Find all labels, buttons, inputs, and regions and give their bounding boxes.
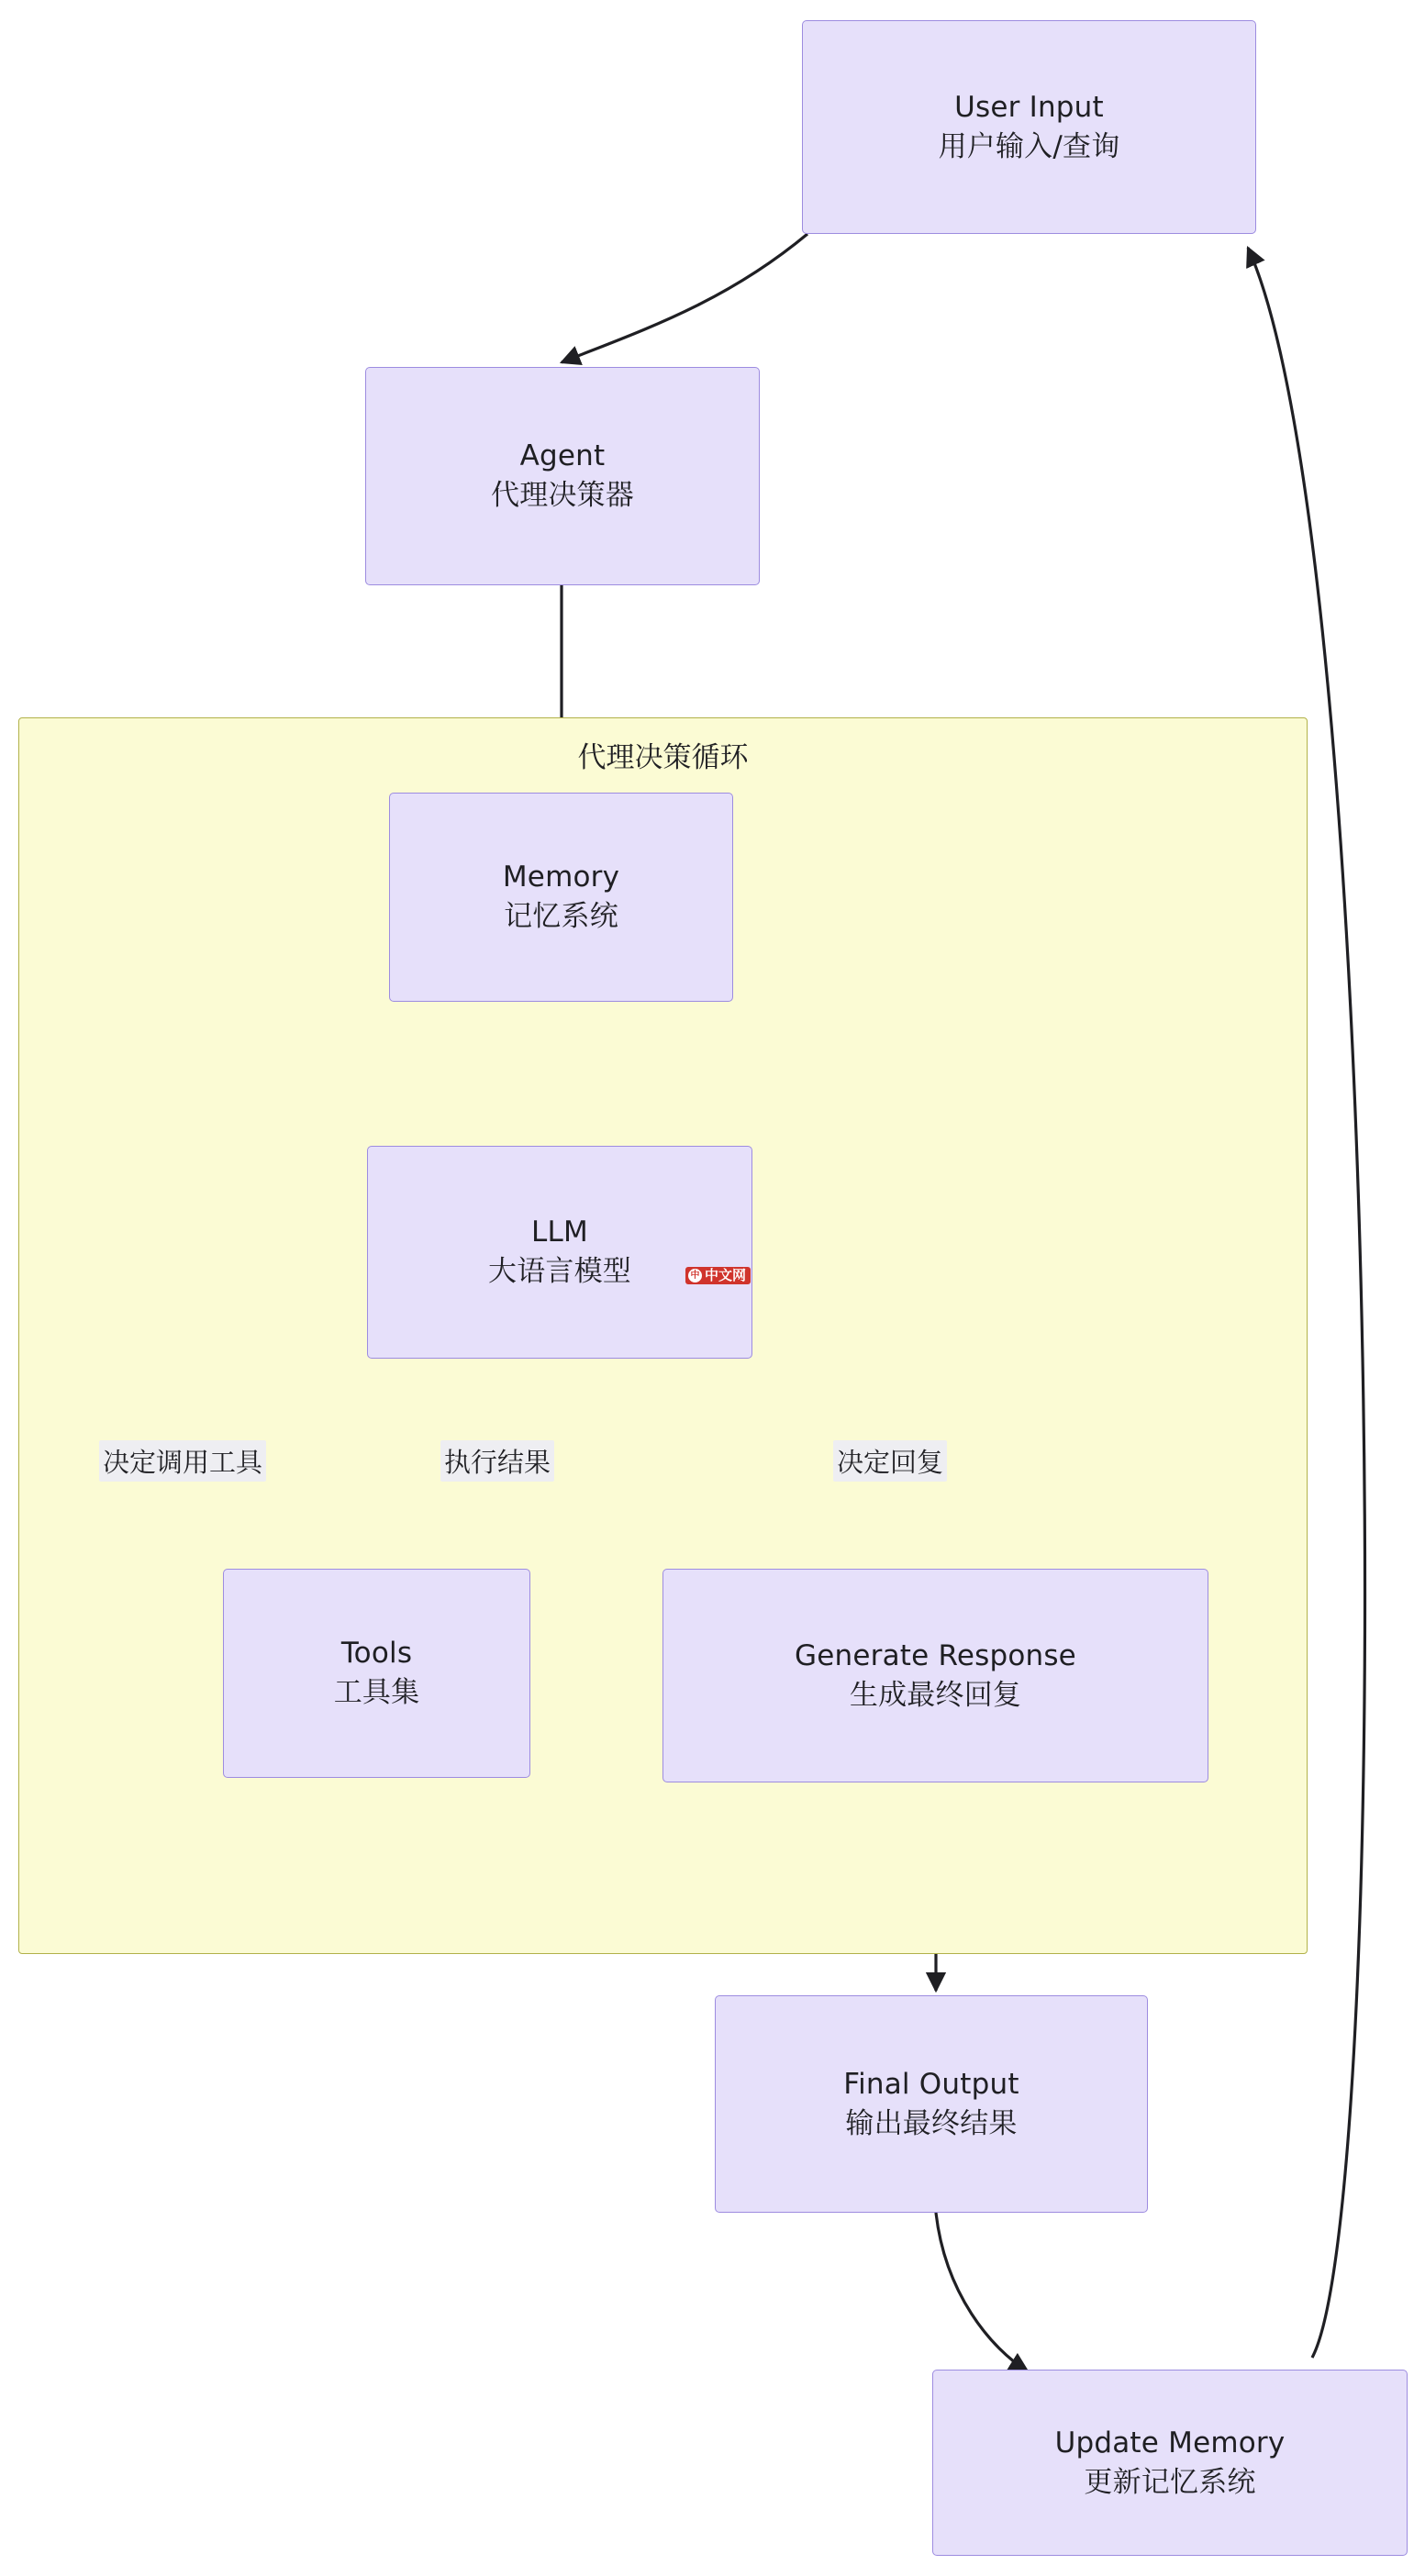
node-llm-line1: LLM <box>531 1216 588 1249</box>
edge-label-exec-result: 执行结果 <box>440 1440 554 1482</box>
edge-label-decide-reply: 决定回复 <box>833 1440 947 1482</box>
subgraph-title: 代理决策循环 <box>577 741 749 774</box>
node-llm[interactable] <box>367 1146 752 1359</box>
node-memory[interactable] <box>389 793 733 1002</box>
node-tools[interactable] <box>223 1569 530 1778</box>
node-agent-line1: Agent <box>519 439 606 473</box>
node-final-output-line1: Final Output <box>843 2067 1019 2101</box>
node-tools-line1: Tools <box>340 1637 413 1671</box>
node-generate-response-line2: 生成最终回复 <box>849 1678 1022 1712</box>
node-memory-line2: 记忆系统 <box>504 900 618 933</box>
edge-final-output-to-update-memory <box>936 2213 1028 2371</box>
node-user-input-line2: 用户输入/查询 <box>938 129 1120 163</box>
node-memory-line1: Memory <box>502 861 620 894</box>
node-user-input-line1: User Input <box>954 90 1104 124</box>
node-update-memory[interactable] <box>932 2370 1408 2556</box>
site-watermark <box>685 1267 751 1284</box>
edge-label-call-tool: 决定调用工具 <box>99 1440 266 1482</box>
node-update-memory-line2: 更新记忆系统 <box>1084 2465 1256 2499</box>
watermark-badge-icon: 中 <box>688 1269 702 1282</box>
node-final-output[interactable] <box>715 1995 1148 2213</box>
watermark-text: 中文网 <box>705 1267 747 1283</box>
node-agent-line2: 代理决策器 <box>491 479 634 512</box>
node-update-memory-line1: Update Memory <box>1054 2426 1286 2459</box>
node-llm-line2: 大语言模型 <box>488 1255 631 1288</box>
node-agent[interactable] <box>365 367 760 585</box>
node-user-input[interactable] <box>802 20 1256 234</box>
node-generate-response-line1: Generate Response <box>795 1638 1076 1672</box>
edge-user-input-to-agent <box>562 234 807 362</box>
node-generate-response[interactable] <box>662 1569 1208 1782</box>
node-tools-line2: 工具集 <box>333 1676 420 1709</box>
node-final-output-line2: 输出最终结果 <box>845 2106 1018 2140</box>
